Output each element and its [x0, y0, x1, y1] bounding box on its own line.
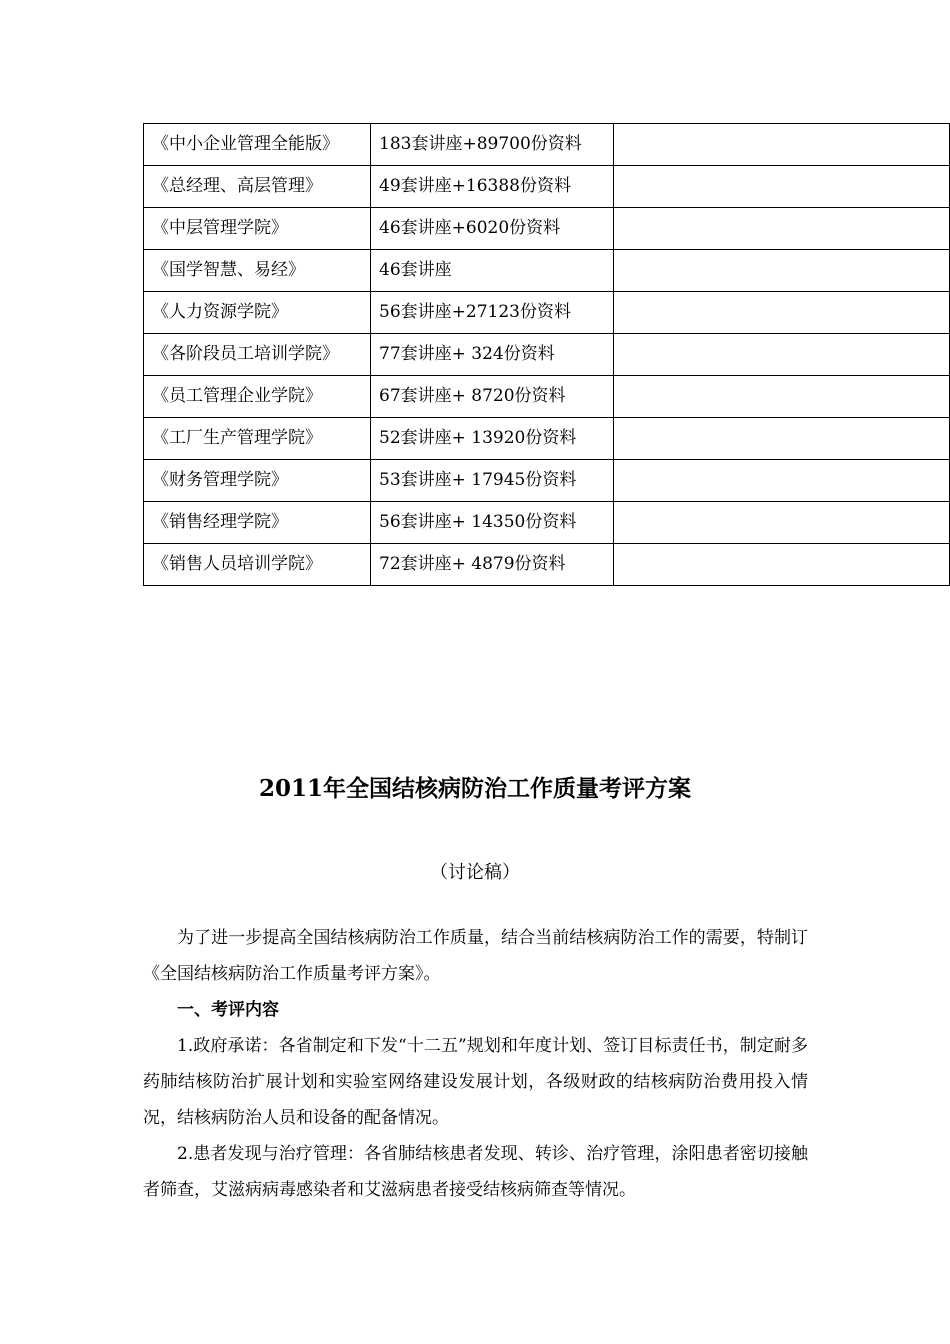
catalog-content: 46套讲座+6020份资料 [371, 208, 614, 250]
catalog-note [614, 502, 950, 544]
catalog-note [614, 376, 950, 418]
catalog-content: 77套讲座+ 324份资料 [371, 334, 614, 376]
catalog-name: 《中小企业管理全能版》 [144, 124, 371, 166]
catalog-content: 183套讲座+89700份资料 [371, 124, 614, 166]
document-body [143, 920, 808, 1208]
document-title: 2011年全国结核病防治工作质量考评方案 [258, 775, 691, 802]
table-row [144, 334, 950, 376]
catalog-name: 《销售人员培训学院》 [144, 544, 371, 586]
table-row [144, 250, 950, 292]
catalog-content: 56套讲座+ 14350份资料 [371, 502, 614, 544]
table-row [144, 418, 950, 460]
catalog-name: 《销售经理学院》 [144, 502, 371, 544]
catalog-content: 49套讲座+16388份资料 [371, 166, 614, 208]
catalog-note [614, 166, 950, 208]
document-subtitle: （讨论稿） [430, 862, 520, 883]
table-row [144, 292, 950, 334]
table-row [144, 208, 950, 250]
catalog-content: 72套讲座+ 4879份资料 [371, 544, 614, 586]
table-row [144, 166, 950, 208]
catalog-note [614, 544, 950, 586]
catalog-content: 52套讲座+ 13920份资料 [371, 418, 614, 460]
table-row [144, 502, 950, 544]
paragraph-item-2: 2.患者发现与治疗管理：各省肺结核患者发现、转诊、治疗管理，涂阳患者密切接触者筛查，艾滋病病毒感染者和艾滋病患者接受结核病筛查等情况。 [143, 1144, 808, 1200]
catalog-content: 53套讲座+ 17945份资料 [371, 460, 614, 502]
catalog-note [614, 124, 950, 166]
table-row [144, 544, 950, 586]
catalog-name: 《人力资源学院》 [144, 292, 371, 334]
paragraph-item-1: 1.政府承诺：各省制定和下发“十二五”规划和年度计划、签订目标责任书，制定耐多药肺结核防治扩展计划和实验室网络建设发展计划，各级财政的结核病防治费用投入情况，结核病防治人员和设备的配备情况。 [143, 1036, 808, 1128]
catalog-name: 《总经理、高层管理》 [144, 166, 371, 208]
catalog-note [614, 418, 950, 460]
table-row [144, 460, 950, 502]
section-heading: 一、考评内容 [177, 1000, 279, 1020]
catalog-note [614, 250, 950, 292]
catalog-name: 《各阶段员工培训学院》 [144, 334, 371, 376]
catalog-name: 《工厂生产管理学院》 [144, 418, 371, 460]
paragraph-intro: 为了进一步提高全国结核病防治工作质量，结合当前结核病防治工作的需要，特制订《全国结核病防治工作质量考评方案》。 [143, 928, 808, 984]
catalog-note [614, 208, 950, 250]
catalog-name: 《中层管理学院》 [144, 208, 371, 250]
catalog-content: 56套讲座+27123份资料 [371, 292, 614, 334]
catalog-note [614, 292, 950, 334]
catalog-content: 67套讲座+ 8720份资料 [371, 376, 614, 418]
catalog-name: 《员工管理企业学院》 [144, 376, 371, 418]
catalog-note [614, 334, 950, 376]
catalog-name: 《财务管理学院》 [144, 460, 371, 502]
catalog-note [614, 460, 950, 502]
catalog-name: 《国学智慧、易经》 [144, 250, 371, 292]
catalog-content: 46套讲座 [371, 250, 614, 292]
catalog-table [143, 123, 950, 586]
table-row [144, 124, 950, 166]
table-row [144, 376, 950, 418]
